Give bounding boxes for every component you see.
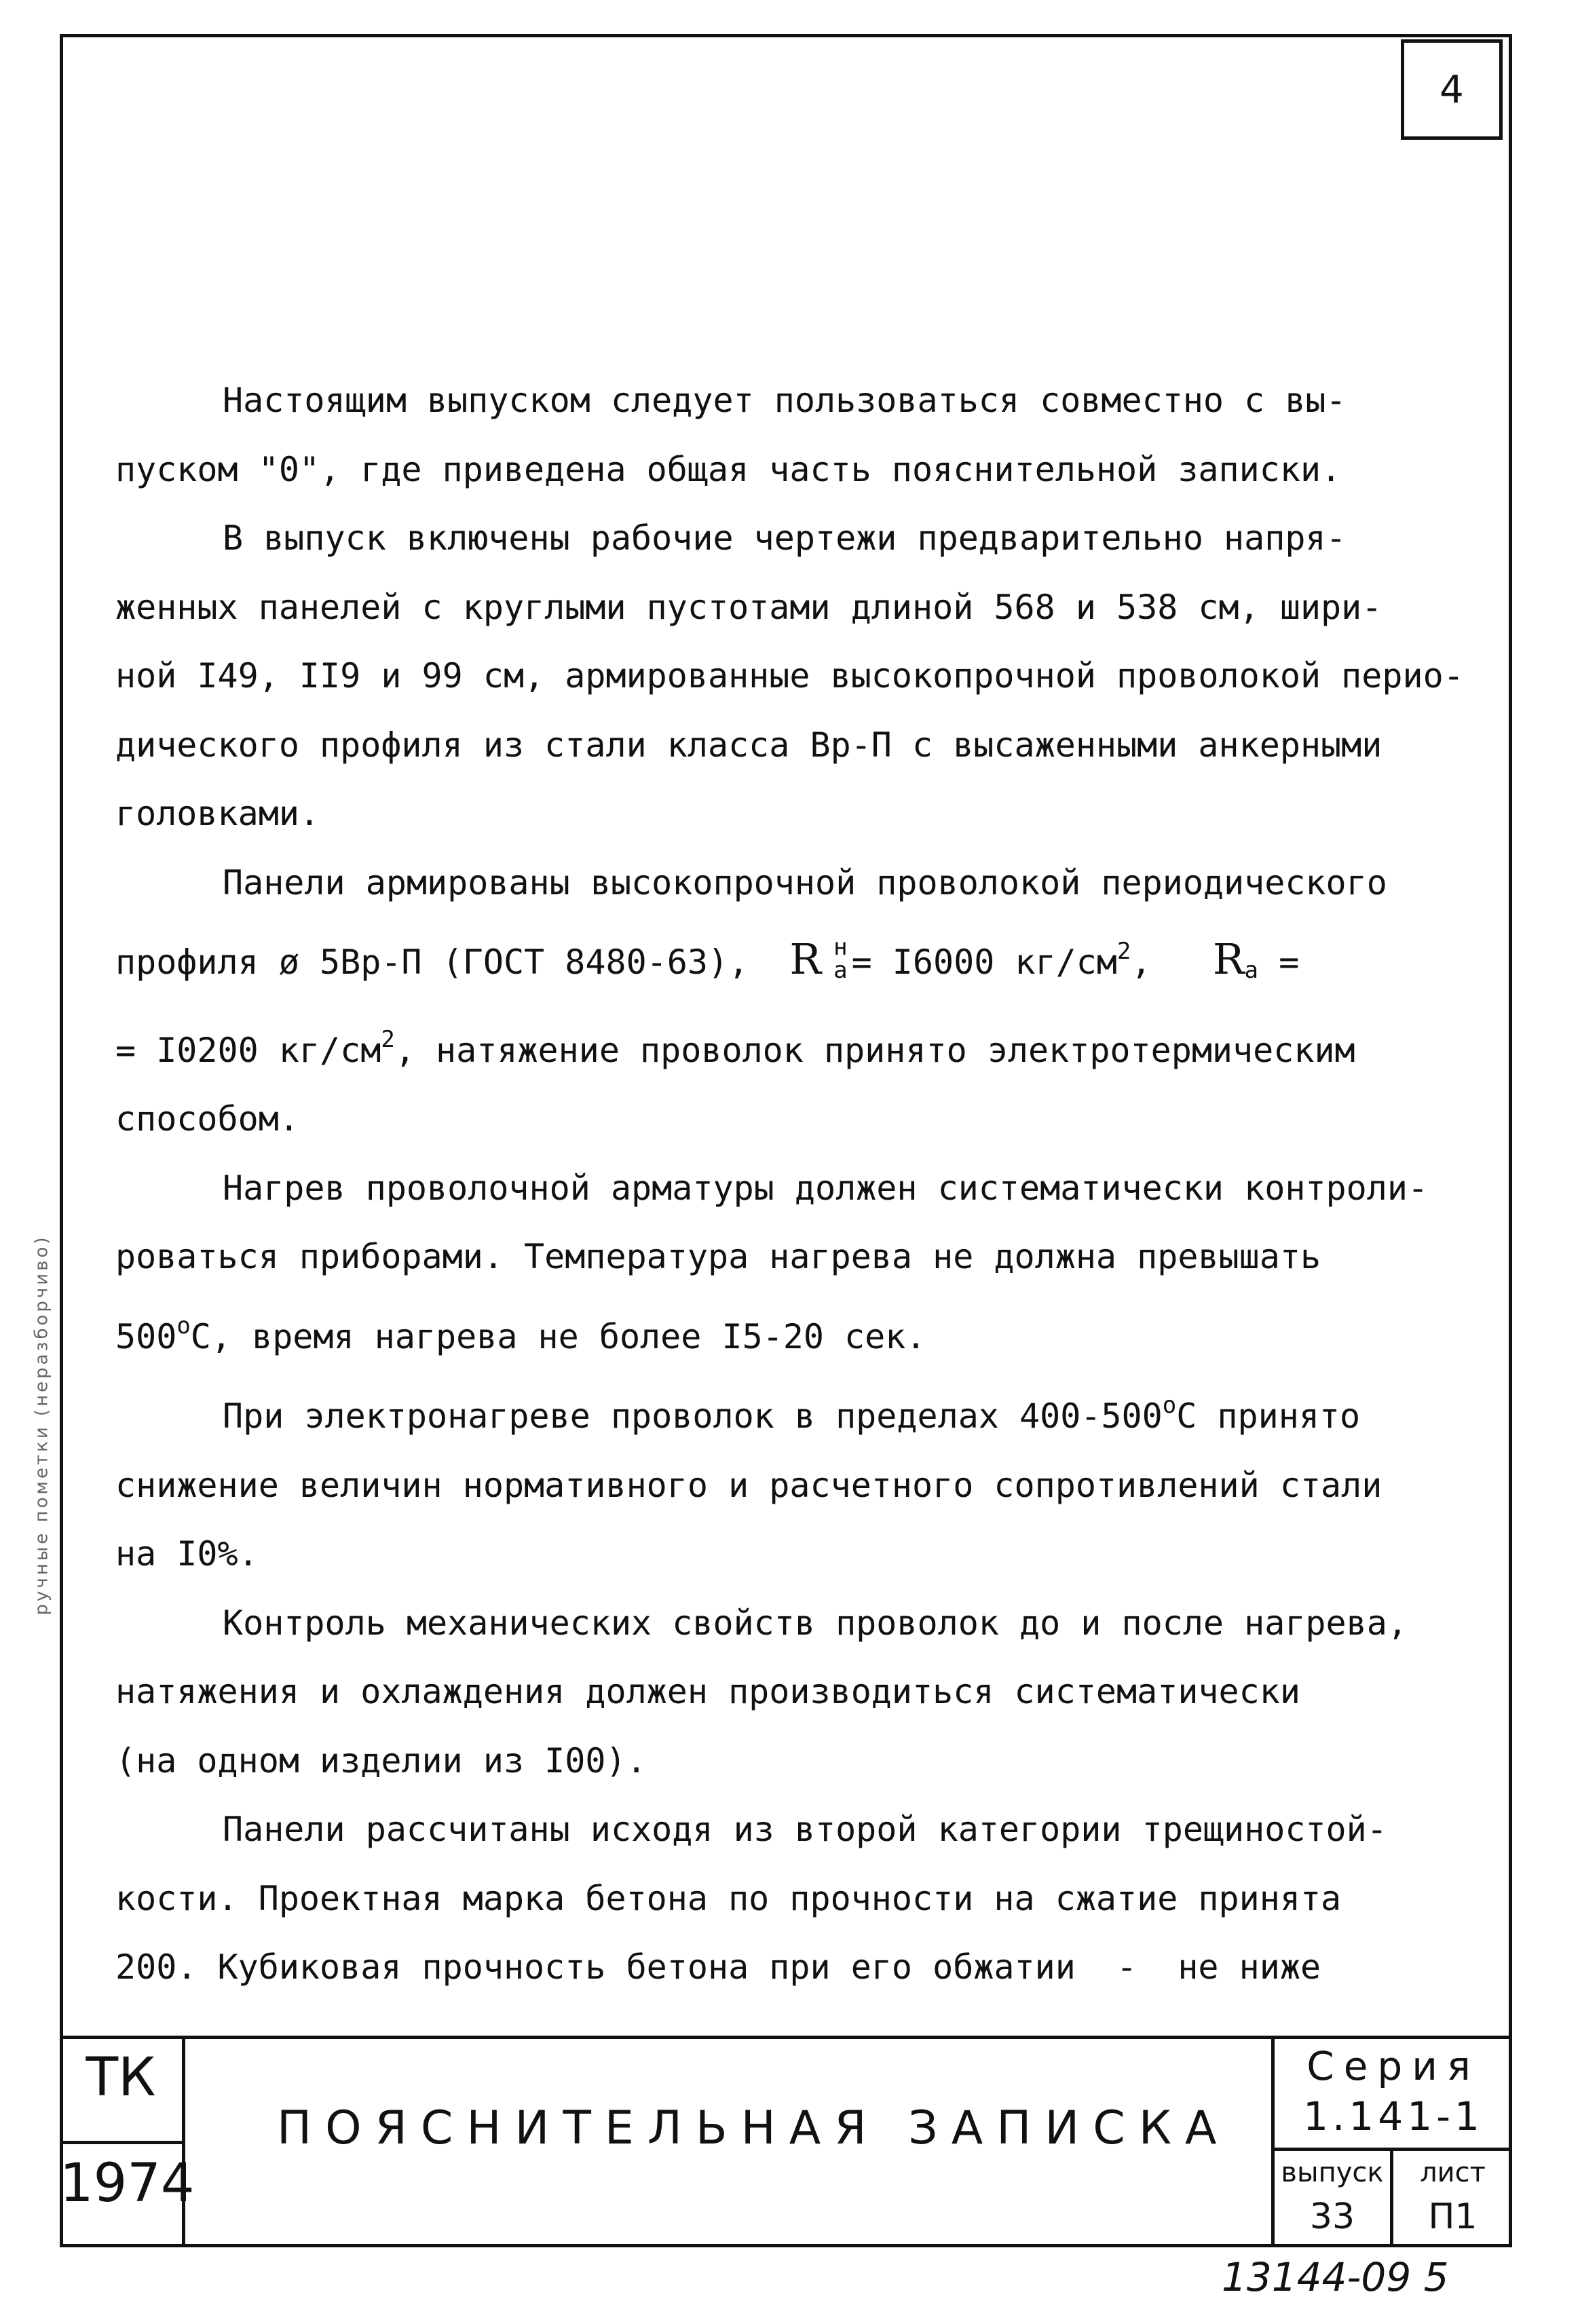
body-line: (на одном изделии из I00).: [115, 1740, 647, 1780]
body-line: Панели армированы высокопрочной проволокой периодического: [223, 862, 1387, 902]
stamp-year: 1974: [60, 2153, 195, 2214]
body-line-temperature: При электронагреве проволок в пределах $400-500^оС$ принято: [223, 1392, 1361, 1436]
resistance-index: н а: [833, 934, 848, 984]
stamp-divider: [60, 2141, 182, 2144]
series-value: 1.141-1: [1303, 2093, 1484, 2139]
body-line: женных панелей с круглыми пустотами длиной 568 и 538 см, шири-: [115, 587, 1382, 627]
sheet-value: П1: [1428, 2196, 1478, 2237]
body-line: роваться приборами. Температура нагрева не должна превышать: [115, 1237, 1321, 1276]
document-body: [115, 366, 1500, 2002]
body-line: пуском "0", где приведена общая часть пояснительной записки.: [115, 449, 1342, 489]
body-line: 200. Кубиковая прочность бетона при его обжатии - не ниже: [115, 1947, 1321, 1987]
body-line: Контроль механических свойств проволок до и после нагрева,: [223, 1603, 1408, 1643]
body-line: головками.: [115, 794, 320, 833]
body-line-formula: = I0200 $кг/см^2$, натяжение проволок принято электротермическим: [115, 1025, 1355, 1070]
stamp-divider: [182, 2039, 185, 2247]
body-line: кости. Проектная марка бетона по прочности на сжатие принята: [115, 1878, 1342, 1918]
body-line: Настоящим выпуском следует пользоваться совместно с вы-: [223, 381, 1347, 420]
body-line: снижение величин нормативного и расчетного сопротивлений стали: [115, 1465, 1382, 1505]
body-line: натяжения и охлаждения должен производиться систематически: [115, 1672, 1300, 1711]
stamp-org: ТК: [86, 2047, 156, 2108]
margin-note: [27, 1120, 57, 1730]
sheet-label: лист: [1420, 2157, 1486, 2188]
margin-note-text: ручные пометки (неразборчиво): [32, 1234, 53, 1616]
body-line: способом.: [115, 1099, 299, 1139]
page-number: 4: [1401, 39, 1503, 140]
resistance-symbol: R: [1212, 934, 1245, 984]
body-line: на I0%.: [115, 1534, 259, 1574]
series-label: Серия: [1306, 2043, 1480, 2089]
resistance-symbol: R: [789, 934, 822, 984]
body-line: ной I49, II9 и 99 см, армированные высокопрочной проволокой перио-: [115, 656, 1464, 696]
body-line: В выпуск включены рабочие чертежи предварительно напря-: [223, 518, 1347, 558]
body-line-formula: профиля ø 5Вр-П (ГОСТ 8480-63), R н а = I6000 $кг/см^2$, $R_а$ =: [115, 934, 1300, 984]
issue-label: выпуск: [1281, 2157, 1384, 2188]
body-line: Панели рассчитаны исходя из второй категории трещиностой-: [223, 1810, 1387, 1849]
issue-value: 33: [1309, 2196, 1355, 2237]
body-line: дического профиля из стали класса Вр-П с высаженными анкерными: [115, 725, 1382, 765]
document-title: ПОЯСНИТЕЛЬНАЯ ЗАПИСКА: [277, 2101, 1230, 2155]
title-block: [60, 2036, 1512, 2247]
inventory-number: 13144-09 5: [1222, 2254, 1449, 2300]
body-line-temperature: $500^оС$, время нагрева не более I5-20 сек.: [115, 1312, 926, 1356]
body-line: Нагрев проволочной арматуры должен систематически контроли-: [223, 1168, 1429, 1208]
